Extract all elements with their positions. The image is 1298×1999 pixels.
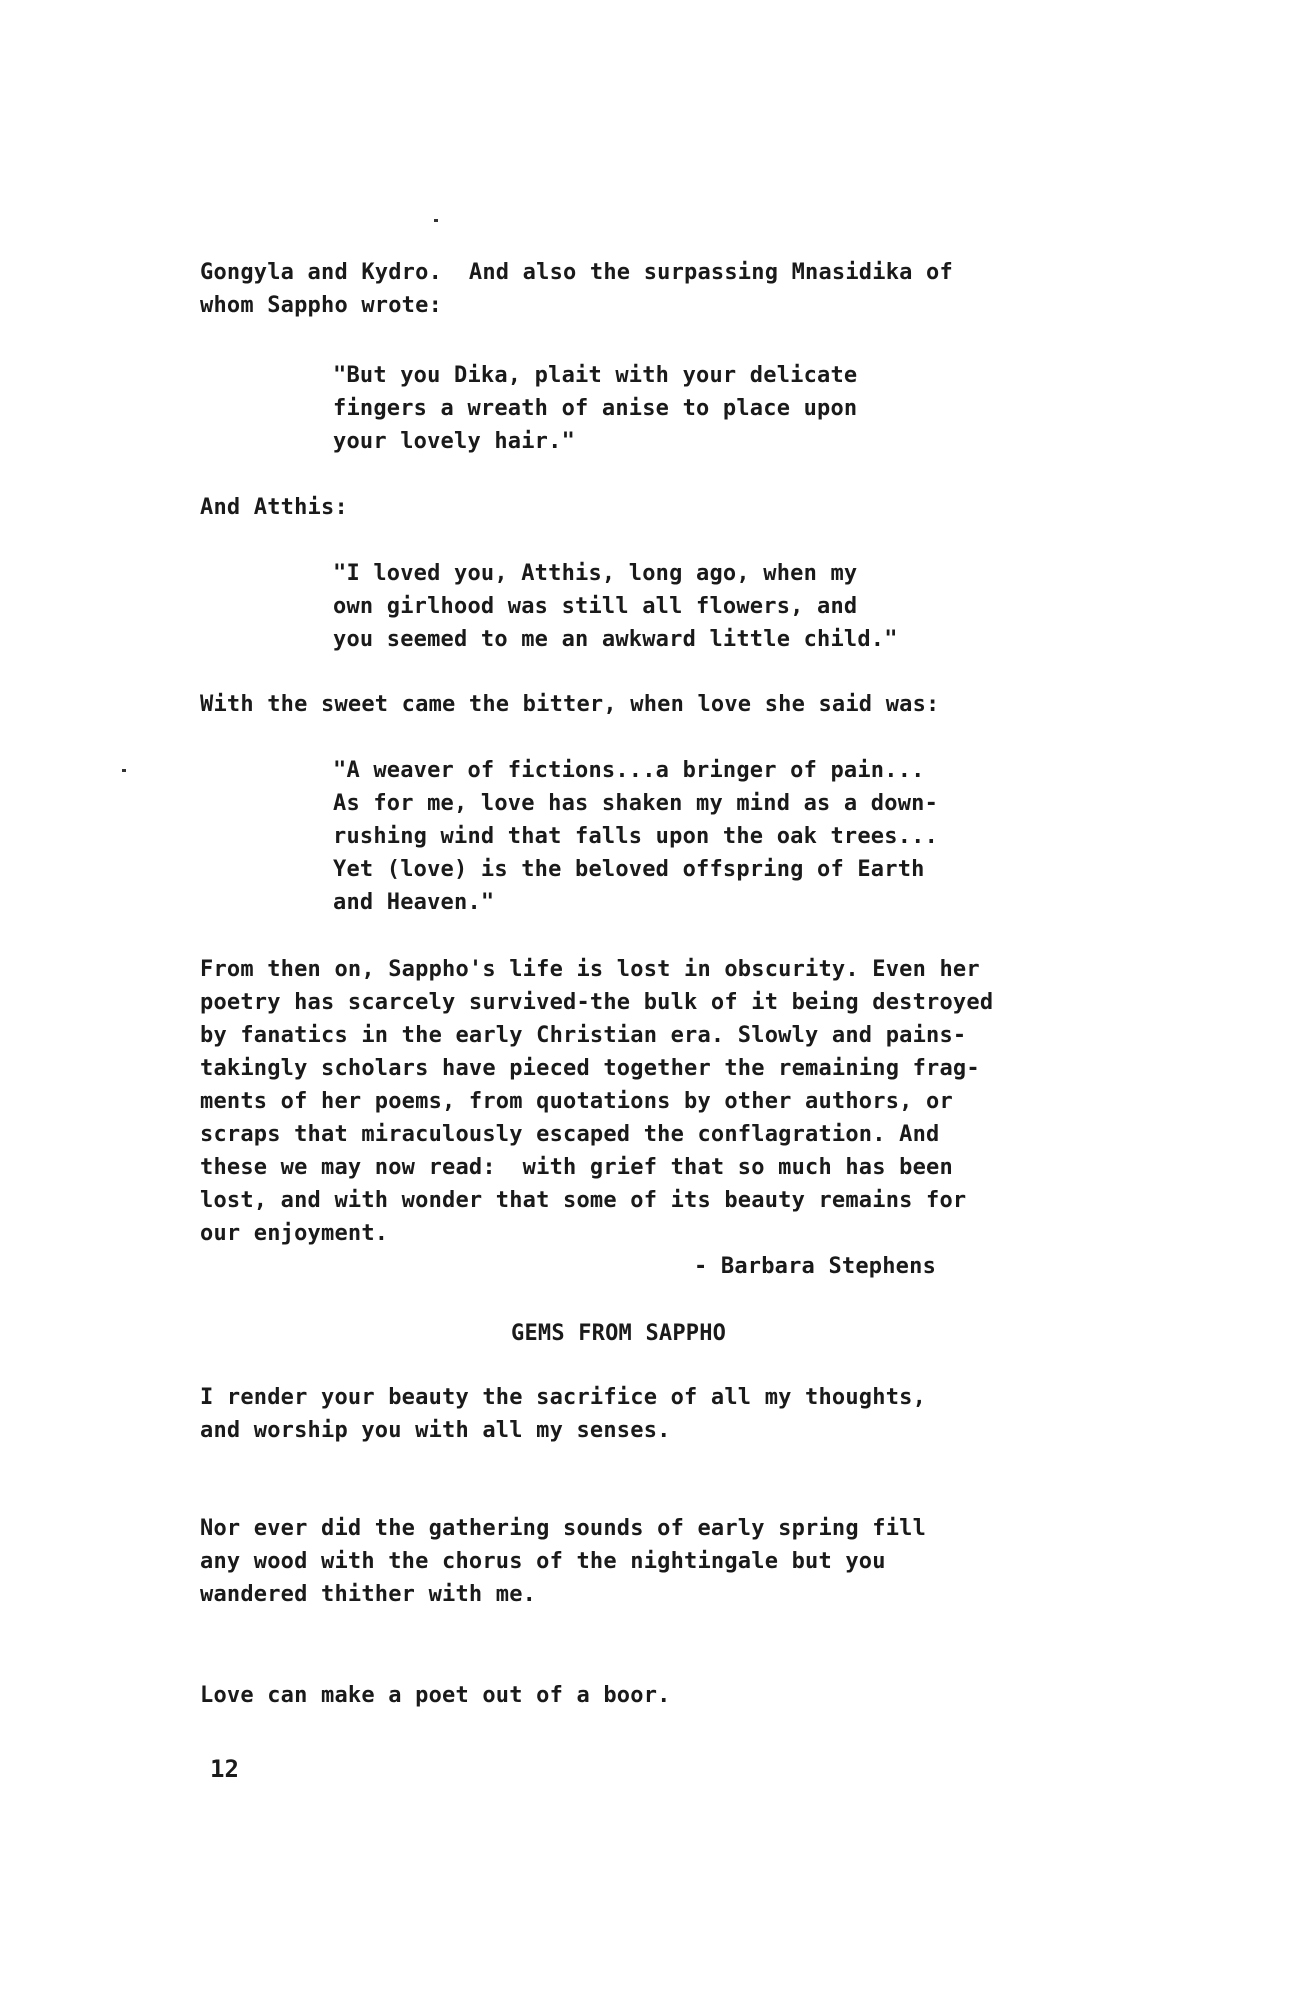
gem-two bbox=[200, 1512, 926, 1611]
quote-line: your lovely hair." bbox=[333, 429, 576, 454]
section-heading: GEMS FROM SAPPHO bbox=[511, 1321, 727, 1346]
text-line: takingly scholars have pieced together the remaining frag- bbox=[200, 1056, 980, 1081]
text-line: From then on, Sappho's life is lost in obscurity. Even her bbox=[200, 957, 980, 982]
bitter-intro: With the sweet came the bitter, when love she said was: bbox=[200, 692, 940, 717]
stray-mark bbox=[434, 219, 438, 222]
quote-line: and Heaven." bbox=[333, 890, 495, 915]
quote-line: "A weaver of fictions...a bringer of pain... bbox=[333, 758, 925, 783]
quote-line: "But you Dika, plait with your delicate bbox=[333, 363, 858, 388]
text-line: Nor ever did the gathering sounds of early spring fill bbox=[200, 1516, 927, 1541]
quote-line: Yet (love) is the beloved offspring of Earth bbox=[333, 857, 925, 882]
stray-mark bbox=[122, 769, 126, 772]
text-line: wandered thither with me. bbox=[200, 1582, 537, 1607]
text-line: ments of her poems, from quotations by other authors, or bbox=[200, 1089, 953, 1114]
text-line: I render your beauty the sacrifice of all my thoughts, bbox=[200, 1385, 927, 1410]
quote-atthis bbox=[333, 557, 898, 656]
quote-line: fingers a wreath of anise to place upon bbox=[333, 396, 858, 421]
page-number: 12 bbox=[210, 1755, 239, 1783]
author-signature: - Barbara Stephens bbox=[694, 1254, 937, 1279]
text-line: any wood with the chorus of the nightingale but you bbox=[200, 1549, 886, 1574]
text-line: whom Sappho wrote: bbox=[200, 293, 443, 318]
atthis-intro: And Atthis: bbox=[200, 495, 348, 520]
text-line: and worship you with all my senses. bbox=[200, 1418, 671, 1443]
quote-line: rushing wind that falls upon the oak trees... bbox=[333, 824, 939, 849]
gem-one bbox=[200, 1381, 926, 1447]
text-line: Gongyla and Kydro. And also the surpassing Mnasidika of bbox=[200, 260, 953, 285]
text-line: lost, and with wonder that some of its beauty remains for bbox=[200, 1188, 967, 1213]
quote-dika bbox=[333, 359, 857, 458]
text-line: scraps that miraculously escaped the conflagration. And bbox=[200, 1122, 940, 1147]
closing-paragraph bbox=[200, 953, 993, 1250]
quote-line: you seemed to me an awkward little child." bbox=[333, 627, 898, 652]
quote-line: "I loved you, Atthis, long ago, when my bbox=[333, 561, 858, 586]
text-line: by fanatics in the early Christian era. Slowly and pains- bbox=[200, 1023, 967, 1048]
quote-love bbox=[333, 754, 938, 919]
quote-line: own girlhood was still all flowers, and bbox=[333, 594, 858, 619]
text-line: poetry has scarcely survived-the bulk of it being destroyed bbox=[200, 990, 994, 1015]
intro-paragraph bbox=[200, 256, 953, 322]
gem-three: Love can make a poet out of a boor. bbox=[200, 1683, 671, 1708]
quote-line: As for me, love has shaken my mind as a down- bbox=[333, 791, 939, 816]
text-line: these we may now read: with grief that so much has been bbox=[200, 1155, 953, 1180]
text-line: our enjoyment. bbox=[200, 1221, 389, 1246]
